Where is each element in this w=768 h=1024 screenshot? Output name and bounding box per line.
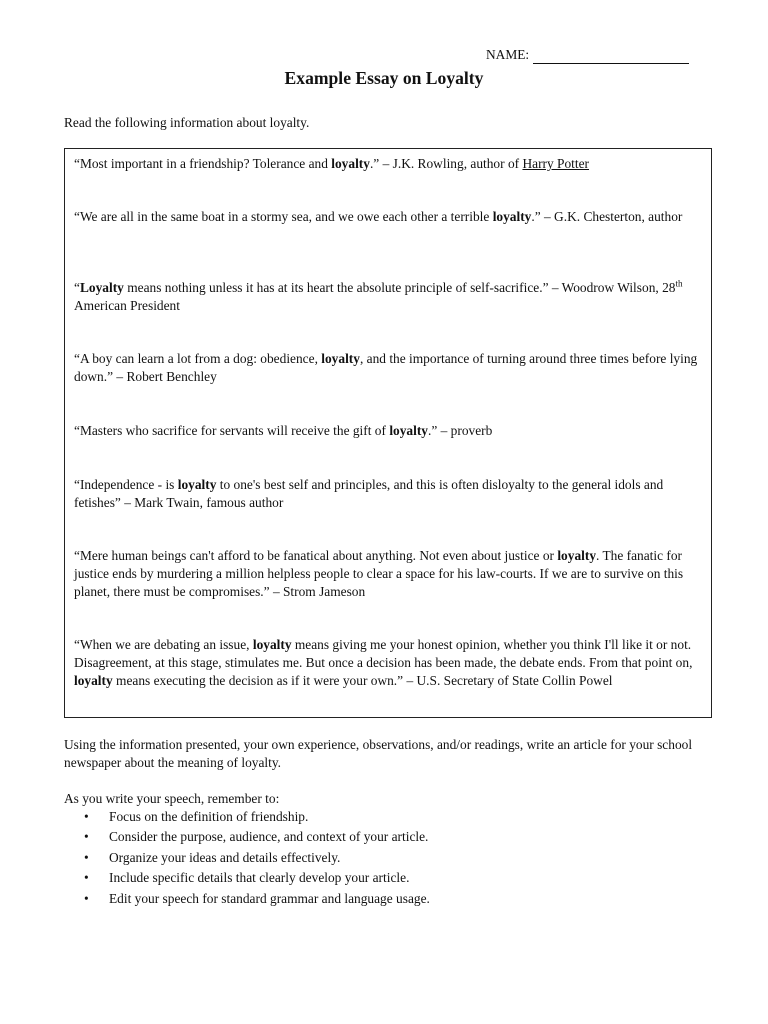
quote-proverb: “Masters who sacrifice for servants will receive the gift of loyalty.” – proverb (74, 423, 493, 438)
quote-chesterton: “We are all in the same boat in a stormy sea, and we owe each other a terrible loyalty.” – G.K. Chesterton, author (74, 209, 683, 224)
quote-twain: “Independence - is loyalty to one's best self and principles, and this is often disloyalty to the general idols and fetishes” – Mark Twain, famous author (74, 477, 664, 510)
quote-jameson: “Mere human beings can't afford to be fanatical about anything. Not even about justice or loyalty. The fanatic for justice ends by murdering a million helpless people to clear a space for his law-courts. If we are to survive on this planet, there must be compromises.” – Strom Jameson (74, 548, 684, 599)
name-blank-line (533, 49, 689, 64)
quote-benchley: “A boy can learn a lot from a dog: obedience, loyalty, and the importance of turning around three times before lying down.” – Robert Benchley (74, 351, 698, 384)
bullet-icon: • (84, 809, 89, 824)
quote-rowling: “Most important in a friendship? Tolerance and loyalty.” – J.K. Rowling, author of Harry Potter (74, 156, 590, 171)
writing-prompt: Using the information presented, your own experience, observations, and/or readings, write an article for your school newspaper about the meaning of loyalty. (64, 737, 693, 770)
list-item: • Edit your speech for standard grammar and language usage. (84, 890, 430, 906)
bullet-icon: • (84, 870, 89, 886)
list-item: • Consider the purpose, audience, and context of your article. (84, 829, 429, 845)
quote-box (64, 148, 712, 718)
list-item: • Focus on the definition of friendship. (84, 809, 309, 824)
bullet-icon: • (84, 849, 89, 865)
reminder-list (64, 808, 714, 910)
list-item: • Organize your ideas and details effectively. (84, 849, 341, 865)
list-item: • Include specific details that clearly develop your article. (84, 870, 410, 886)
page-title: Example Essay on Loyalty (284, 68, 484, 88)
bullet-icon: • (84, 829, 89, 845)
intro-text: Read the following information about loyalty. (64, 115, 310, 130)
name-field (486, 46, 689, 64)
name-label: NAME: (486, 47, 530, 62)
reminder-heading: As you write your speech, remember to: (64, 791, 280, 806)
quote-wilson: “Loyalty means nothing unless it has at its heart the absolute principle of self-sacrifice.” – Woodrow Wilson, 28th American President (74, 278, 683, 313)
bullet-icon: • (84, 890, 89, 906)
book-title: Harry Potter (522, 156, 590, 171)
quote-powel: “When we are debating an issue, loyalty means giving me your honest opinion, whether you think I'll like it or not. Disagreement, at this stage, stimulates me. But once a decision has been made, the debate ends. From that point on, loyalty means executing the decision as if it were your own.” – U.S. Secretary of State Collin Powel (74, 637, 693, 688)
